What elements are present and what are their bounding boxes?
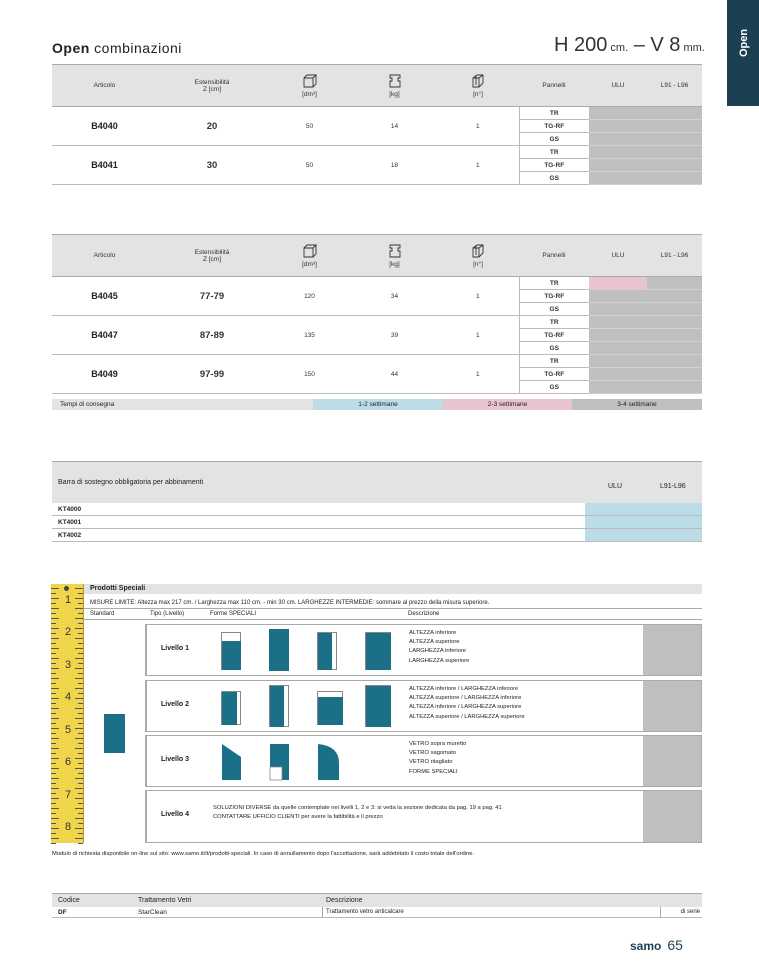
- ruler-tick: [78, 813, 83, 814]
- ruler-tick: [51, 843, 56, 844]
- ruler-tick: [78, 703, 83, 704]
- ruler-tick: [51, 593, 56, 594]
- table-row: B4047 87-89 135 39 1 TR: [52, 316, 702, 329]
- ruler-tick: [51, 783, 56, 784]
- barra-sostegno-table: [52, 461, 702, 542]
- livello-1-row: Livello 1 ALTEZZA inferiore ALTEZZA superiore LARGHEZZA inferiore LARGHEZZA superiore: [145, 624, 702, 676]
- ruler-tick: [78, 743, 83, 744]
- ruler-tick: [51, 758, 59, 759]
- ruler-tick: [75, 818, 83, 819]
- ruler-tick: [51, 803, 56, 804]
- ruler-tick: [51, 788, 59, 789]
- ruler-tick: [51, 703, 56, 704]
- trattamento-table: [52, 893, 702, 918]
- ruler-tick: [75, 728, 83, 729]
- col-peso: [kg]: [352, 65, 437, 107]
- col-articolo: Articolo: [52, 235, 157, 277]
- ruler-tick: [78, 653, 83, 654]
- page-title: Open combinazioni: [52, 40, 182, 56]
- ruler-tick: [51, 603, 56, 604]
- col-volume: [dm³]: [267, 65, 352, 107]
- livello-4-row: Livello 4 SOLUZIONI DIVERSE da quelle contemplate nei livelli 1, 2 e 3: si veda la sezione dedicata da pag. 19 a pag. 41 CONTATTARE UFFICIO CLIENTI per avere la fattibilità e il prezzo: [145, 790, 702, 843]
- ruler-tick: [75, 628, 83, 629]
- col-pannelli: Pannelli: [519, 65, 589, 107]
- ruler-tick: [51, 618, 59, 619]
- livello-1-desc: ALTEZZA inferiore ALTEZZA superiore LARGHEZZA inferiore LARGHEZZA superiore: [409, 630, 470, 664]
- ruler-number: 7: [65, 789, 72, 801]
- page-number: 65: [667, 937, 683, 953]
- livello-3-row: Livello 3 VETRO sopra muretto VETRO sagomato VETRO ritagliato FORME SPECIALI: [145, 735, 702, 787]
- ruler-tick: [51, 793, 56, 794]
- ruler-tick: [78, 793, 83, 794]
- ruler-tick: [51, 688, 59, 689]
- ruler-tick: [75, 708, 83, 709]
- ruler-tick: [78, 603, 83, 604]
- ruler-tick: [78, 663, 83, 664]
- ruler-number: 8: [65, 821, 72, 833]
- ruler-tick: [78, 643, 83, 644]
- ruler-tick: [51, 613, 56, 614]
- page-footer: [630, 937, 683, 953]
- legend-1-2: 1-2 settimane: [313, 399, 443, 410]
- ruler-tick: [78, 733, 83, 734]
- speciali-title: Prodotti Speciali: [90, 585, 146, 592]
- ruler-tick: [51, 808, 59, 809]
- ruler-number: 1: [65, 594, 72, 606]
- ruler-tick: [75, 738, 83, 739]
- table-combinazioni-1: Articolo Estensibilità Z [cm] [dm³] [kg] [n°] Pannelli ULU L91 - L96 B4040 20 50 14 1 TR TG-RF GS B4041 30 50 18 1 TR TG-RF GS: [52, 64, 702, 185]
- col-estensibilita: Estensibilità Z [cm]: [157, 65, 267, 107]
- ruler-tick: [51, 678, 59, 679]
- table-combinazioni-2: Articolo Estensibilità Z [cm] [dm³] [kg] [n°] Pannelli ULU L91 - L96 B4045 77-79 120 34 1 TR TG-RF GS B4047 87-89 135 39 1 TR TG-RF GS B4049 97-99 150 44 1 TR TG-RF GS: [52, 234, 702, 394]
- col-estensibilita: Estensibilità Z [cm]: [157, 235, 267, 277]
- col-trattamento: Trattamento Vetri: [138, 897, 192, 904]
- col-descrizione: Descrizione: [326, 897, 363, 904]
- col-ulu: ULU: [608, 483, 623, 490]
- ruler-tick: [75, 588, 83, 589]
- col-tipo: Tipo (Livello): [150, 611, 185, 617]
- ruler-tick: [78, 833, 83, 834]
- ruler-tick: [51, 708, 59, 709]
- shape-sagomato: [221, 743, 243, 781]
- ruler-tick: [78, 673, 83, 674]
- ruler-hole: [64, 586, 69, 591]
- standard-shape: [104, 714, 125, 753]
- ruler-tick: [78, 843, 83, 844]
- ruler-tick: [75, 788, 83, 789]
- col-pannelli: Pannelli: [519, 235, 589, 277]
- misure-limite: MISURE LIMITE: Altezza max 217 cm. / Larghezza max 110 cm. - min 30 cm. LARGHEZZE INTERMEDIE: sommare al prezzo della misura superiore.: [90, 600, 490, 606]
- ruler-tick: [75, 658, 83, 659]
- col-colli: [n°]: [437, 65, 519, 107]
- ruler-tick: [75, 768, 83, 769]
- ruler-tick: [75, 668, 83, 669]
- table-row: B4049 97-99 150 44 1 TR: [52, 355, 702, 368]
- ruler-tick: [51, 818, 59, 819]
- ruler-tick: [51, 728, 59, 729]
- col-l91: L91 - L96: [647, 65, 702, 107]
- ruler-tick: [51, 663, 56, 664]
- ruler-tick: [78, 823, 83, 824]
- side-tab: Open: [727, 0, 759, 106]
- ruler-tick: [51, 798, 59, 799]
- ruler-tick: [75, 648, 83, 649]
- ruler-tick: [78, 753, 83, 754]
- ruler-tick: [51, 718, 59, 719]
- ruler-tick: [75, 808, 83, 809]
- ruler-tick: [51, 673, 56, 674]
- table-row: B4041 30 50 18 1 TR: [52, 146, 702, 159]
- livello-3-desc: VETRO sopra muretto VETRO sagomato VETRO ritagliato FORME SPECIALI: [409, 741, 467, 775]
- ruler-tick: [78, 623, 83, 624]
- table-row: DF StarClean Trattamento vetro anticalcare di serie: [52, 907, 702, 918]
- ruler-tick: [75, 758, 83, 759]
- ruler-tick: [51, 723, 56, 724]
- ruler-tick: [51, 628, 59, 629]
- col-articolo: Articolo: [52, 65, 157, 107]
- ruler-tick: [78, 763, 83, 764]
- ruler-tick: [78, 723, 83, 724]
- ruler-tick: [51, 658, 59, 659]
- ruler-tick: [78, 773, 83, 774]
- livello-4-desc: SOLUZIONI DIVERSE da quelle contemplate nei livelli 1, 2 e 3: si veda la sezione dedicata da pag. 19 a pag. 41 CONTATTARE UFFICIO CLIENTI per avere la fattibilità e il prezzo: [213, 805, 502, 821]
- barra-title: Barra di sostegno obbligatoria per abbinamenti: [58, 479, 204, 486]
- ruler-tick: [51, 623, 56, 624]
- ruler-tick: [75, 618, 83, 619]
- box-volume-icon: [303, 244, 317, 258]
- shape-arco: [317, 743, 341, 781]
- ruler-tick: [75, 638, 83, 639]
- livello-2-row: Livello 2 ALTEZZA inferiore / LARGHEZZA inferiore ALTEZZA superiore / LARGHEZZA inferiore ALTEZZA inferiore / LARGHEZZA superiore ALTEZZA superiore / LARGHEZZA superiore: [145, 680, 702, 732]
- list-item: KT4002: [52, 529, 702, 542]
- ruler-tick: [51, 738, 59, 739]
- ruler-tick: [51, 743, 56, 744]
- ruler-tick: [51, 648, 59, 649]
- weight-icon: [388, 244, 402, 258]
- ruler-tick: [78, 633, 83, 634]
- col-standard: Standard: [90, 611, 115, 617]
- ruler-tick: [75, 828, 83, 829]
- packages-icon: [471, 74, 485, 88]
- ruler-tick: [78, 803, 83, 804]
- table-row: B4040 20 50 14 1 TR: [52, 107, 702, 120]
- ruler-tick: [51, 638, 59, 639]
- ruler-tick: [75, 798, 83, 799]
- speciali-note: Modulo di richiesta disponibile on-line sul sito: www.samo.it/it/prodotti-speciali. In caso di annullamento dopo l'accettazione, sarà addebitato il costo totale dell'ordine.: [52, 851, 475, 857]
- ruler-tick: [51, 773, 56, 774]
- ruler-tick: [51, 668, 59, 669]
- shape-ritagliato: [269, 743, 291, 781]
- col-forme: Forme SPECIALI: [210, 611, 257, 617]
- list-item: KT4000: [52, 503, 702, 516]
- ruler-tick: [51, 633, 56, 634]
- list-item: KT4001: [52, 516, 702, 529]
- ruler-tick: [78, 613, 83, 614]
- ruler-tick: [51, 753, 56, 754]
- col-l91: L91 - L96: [647, 235, 702, 277]
- ruler-graphic: [51, 584, 84, 843]
- legend-label: Tempi di consegna: [52, 399, 313, 410]
- weight-icon: [388, 74, 402, 88]
- dimensions-heading: H 200 cm. – V 8 mm.: [554, 34, 705, 56]
- ruler-tick: [51, 833, 56, 834]
- ruler-tick: [51, 598, 59, 599]
- ruler-tick: [75, 778, 83, 779]
- table-row: B4045 77-79 120 34 1 TR: [52, 277, 702, 290]
- ruler-number: 6: [65, 756, 72, 768]
- ruler-tick: [78, 683, 83, 684]
- ruler-number: 4: [65, 691, 72, 703]
- col-volume: [dm³]: [267, 235, 352, 277]
- ruler-tick: [75, 748, 83, 749]
- ruler-tick: [51, 683, 56, 684]
- ruler-tick: [51, 698, 59, 699]
- col-ulu: ULU: [589, 235, 647, 277]
- ruler-tick: [51, 778, 59, 779]
- ruler-tick: [51, 813, 56, 814]
- prodotti-speciali: [84, 584, 702, 854]
- ruler-tick: [51, 643, 56, 644]
- col-codice: Codice: [58, 897, 80, 904]
- ruler-tick: [75, 698, 83, 699]
- ruler-tick: [78, 593, 83, 594]
- ruler-tick: [75, 678, 83, 679]
- ruler-tick: [78, 713, 83, 714]
- ruler-tick: [78, 693, 83, 694]
- ruler-tick: [51, 768, 59, 769]
- col-l91: L91-L96: [660, 483, 686, 490]
- col-colli: [n°]: [437, 235, 519, 277]
- ruler-number: 3: [65, 659, 72, 671]
- ruler-tick: [51, 693, 56, 694]
- ruler-tick: [51, 713, 56, 714]
- ruler-tick: [51, 838, 59, 839]
- ruler-number: 2: [65, 626, 72, 638]
- box-volume-icon: [303, 74, 317, 88]
- col-ulu: ULU: [589, 65, 647, 107]
- col-peso: [kg]: [352, 235, 437, 277]
- brand-logo: samo: [630, 939, 662, 953]
- ruler-tick: [51, 608, 59, 609]
- ruler-tick: [75, 608, 83, 609]
- ruler-tick: [51, 588, 59, 589]
- ruler-tick: [51, 828, 59, 829]
- ruler-tick: [75, 598, 83, 599]
- ruler-tick: [51, 748, 59, 749]
- ruler-tick: [51, 763, 56, 764]
- ruler-tick: [51, 733, 56, 734]
- legend-3-4: 3-4 settimane: [572, 399, 702, 410]
- ruler-tick: [51, 653, 56, 654]
- ruler-tick: [75, 718, 83, 719]
- col-descrizione: Descrizione: [408, 611, 440, 617]
- packages-icon: [471, 244, 485, 258]
- ruler-tick: [51, 823, 56, 824]
- ruler-tick: [78, 783, 83, 784]
- legend-2-3: 2-3 settimane: [443, 399, 572, 410]
- delivery-legend: [52, 399, 702, 410]
- ruler-number: 5: [65, 724, 72, 736]
- ruler-tick: [75, 838, 83, 839]
- ruler-tick: [75, 688, 83, 689]
- livello-2-desc: ALTEZZA inferiore / LARGHEZZA inferiore ALTEZZA superiore / LARGHEZZA inferiore ALTEZZA inferiore / LARGHEZZA superiore ALTEZZA superiore / LARGHEZZA superiore: [409, 686, 525, 720]
